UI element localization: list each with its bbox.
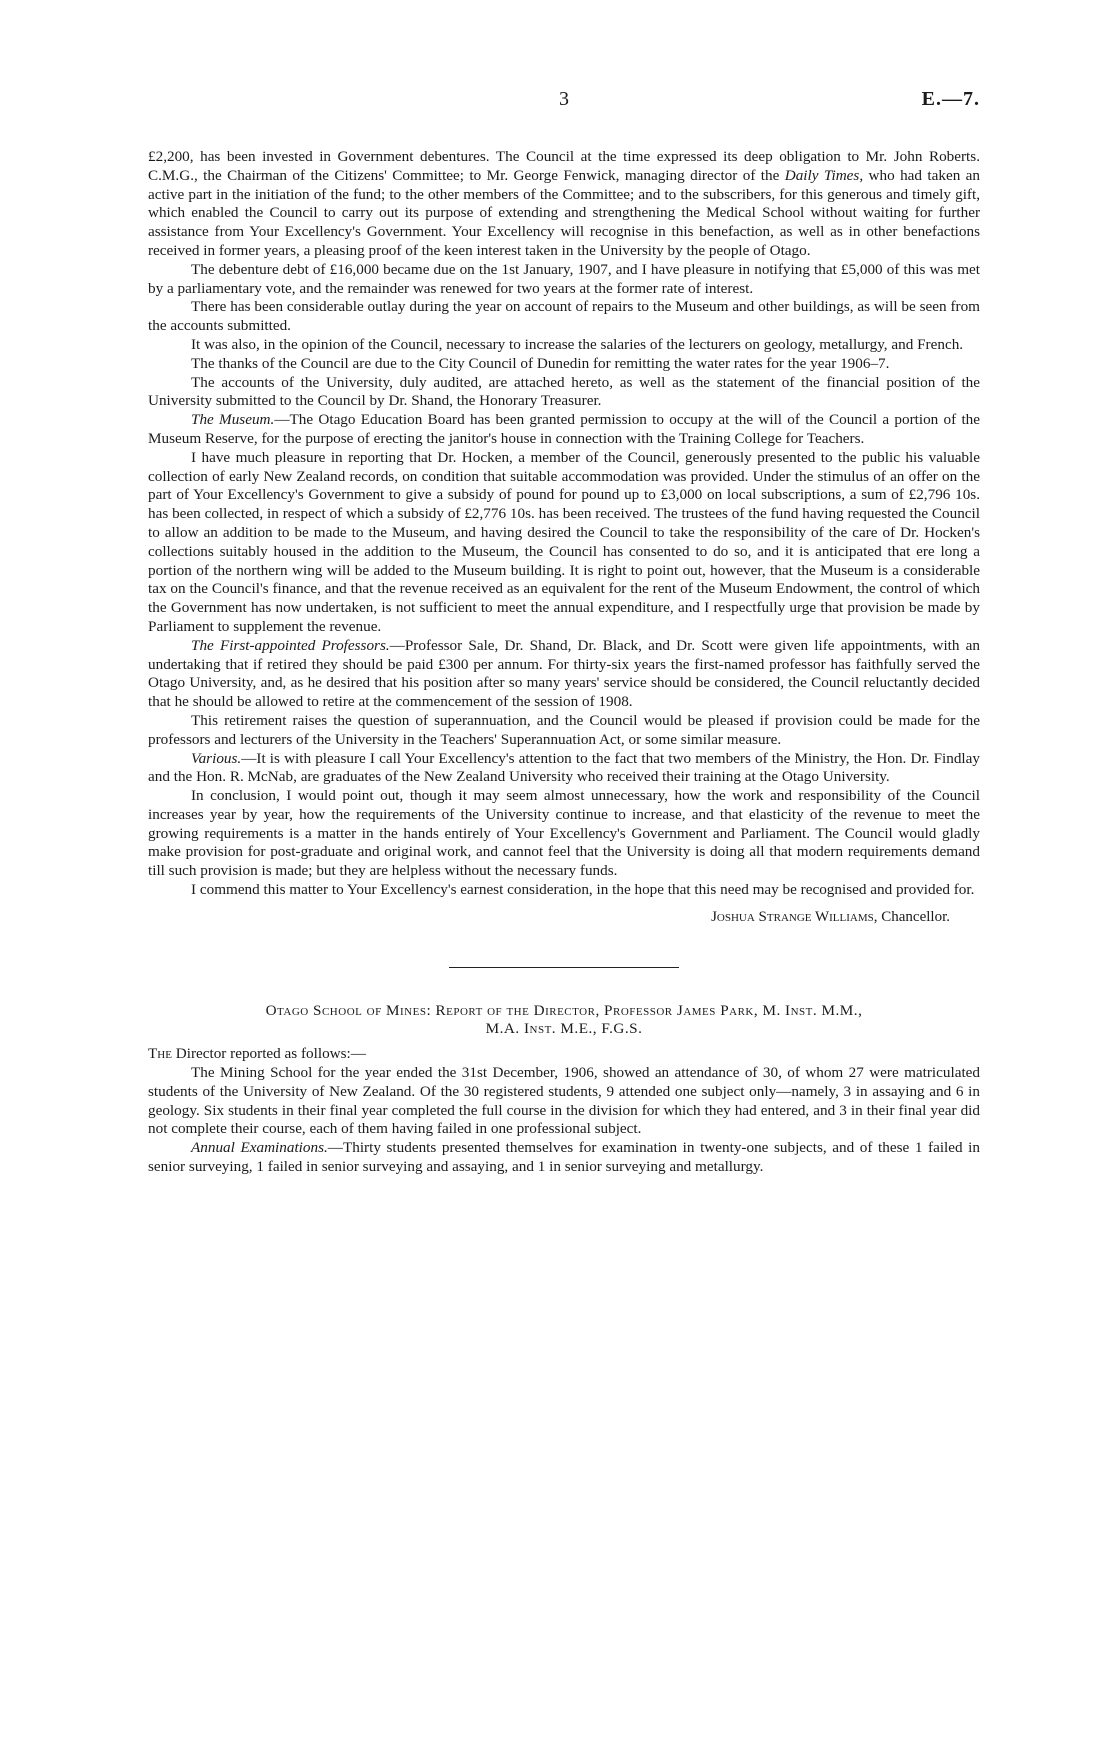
paragraph: I commend this matter to Your Excellency's earnest consideration, in the hope that this need may be recognised and provided for. [191, 881, 975, 899]
page-body [148, 148, 980, 1177]
paragraph: The Director reported as follows:— [148, 1045, 366, 1063]
paragraph: This retirement raises the question of superannuation, and the Council would be pleased if provision could be made for the professors and lecturers of the University in the Teachers' Superannuation Act, or some similar measure. [148, 711, 980, 748]
section-divider [449, 967, 679, 968]
signature-name: Joshua Strange Williams, [711, 908, 878, 925]
professors-section: The First-appointed Professors.—Professor Sale, Dr. Shand, Dr. Black, and Dr. Scott were given life appointments, with an undertaking that if retired they should be paid £300 per annum. For thirty-six years the first-named professor has faithfully served the Otago University, and, as he desired that his position after so many years' service should be considered, the Council reluctantly decided that he should be allowed to retire at the commencement of the session of 1908. [148, 636, 980, 711]
paragraph: There has been considerable outlay during the year on account of repairs to the Museum and other buildings, as will be seen from the accounts submitted. [148, 298, 980, 335]
various-section: Various.—It is with pleasure I call Your Excellency's attention to the fact that two members of the Ministry, the Hon. Dr. Findlay and the Hon. R. McNab, are graduates of the New Zealand University who received their training at the Otago University. [148, 749, 980, 786]
paragraph: It was also, in the opinion of the Council, necessary to increase the salaries of the lecturers on geology, metallurgy, and French. [191, 335, 964, 353]
paragraph: In conclusion, I would point out, though it may seem almost unnecessary, how the work and responsibility of the Council increases year by year, how the requirements of the University continue to increase, and that elasticity of the revenue to meet the growing requirements is a matter in the hands entirely of Your Excellency's Government and Parliament. The Council would gladly make provision for post-graduate and original work, and cannot feel that the University is doing all that modern requirements demand till such provision is made; but they are helpless without the necessary funds. [148, 787, 980, 880]
mines-report-heading [148, 1002, 980, 1040]
paragraph: The accounts of the University, duly audited, are attached hereto, as well as the statement of the financial position of the University submitted to the Council by Dr. Shand, the Honorary Treasurer. [148, 373, 980, 410]
section-title: Various. [191, 749, 242, 767]
signature-title: Chancellor. [881, 908, 950, 925]
paragraph: The Mining School for the year ended the 31st December, 1906, showed an attendance of 30, of whom 27 were matriculated students of the University of New Zealand. Of the 30 registered students, 9 attended one subject only—namely, 3 in assaying and 6 in geology. Six students in their final year completed the full course in the division for which they had entered, and 3 in their final year did not complete their course, each of them having failed in one professional subject. [148, 1064, 980, 1138]
examinations-section: Annual Examinations.—Thirty students presented themselves for examination in twenty-one subjects, and of these 1 failed in senior surveying, 1 failed in senior surveying and assaying, and 1 in senior surveying and metallurgy. [148, 1139, 980, 1176]
heading-line: Otago School of Mines: Report of the Director, Professor James Park, M. Inst. M.M., [265, 1001, 863, 1019]
paragraph: The thanks of the Council are due to the City Council of Dunedin for remitting the water rates for the year 1906–7. [191, 354, 890, 372]
section-title: Annual Examinations. [191, 1139, 328, 1157]
signature [148, 908, 950, 927]
paragraph: £2,200, has been invested in Government debentures. The Council at the time expressed its deep obligation to Mr. John Roberts. C.M.G., the Chairman of the Citizens' Committee; to Mr. George Fenwick, managing director of the Daily Times, who had taken an active part in the initiation of the fund; to the other members of the Committee; and to the subscribers, for this generous and timely gift, which enabled the Council to carry out its purpose of extending and strengthening the Medical School without waiting for further assistance from Your Excellency's Government. Your Excellency will recognise in this benefaction, as well as in other benefactions received in former years, a pleasing proof of the keen interest taken in the University by the people of Otago. [148, 148, 981, 259]
paragraph: The debenture debt of £16,000 became due on the 1st January, 1907, and I have pleasure in notifying that £5,000 of this was met by a parliamentary vote, and the remainder was renewed for two years at the former rate of interest. [148, 260, 980, 297]
document-reference: E.—7. [921, 88, 980, 110]
paragraph: I have much pleasure in reporting that Dr. Hocken, a member of the Council, generously presented to the public his valuable collection of early New Zealand records, on condition that suitable accommodation was provided. Under the stimulus of an offer on the part of Your Excellency's Government to give a subsidy of pound for pound up to £3,000 on local subscriptions, a sum of £2,796 10s. has been collected, in respect of which a subsidy of £2,776 10s. has been received. The trustees of the fund having requested the Council to allow an addition to be made to the Museum, and having desired the Council to take the responsibility of the care of Dr. Hocken's collections suitably housed in the addition to the Museum, the Council has consented to do so, and it is anticipated that ere long a portion of the northern wing will be added to the Museum building. It is right to point out, however, that the Museum is a considerable tax on the Council's finance, and that the revenue received as an equivalent for the rent of the Museum Endowment, the control of which the Government has now undertaken, is not sufficient to meet the annual expenditure, and I respectfully urge that provision be made by Parliament to supplement the revenue. [148, 448, 980, 635]
section-title: The First-appointed Professors. [191, 636, 390, 654]
museum-section: The Museum.—The Otago Education Board has been granted permission to occupy at the will of the Council a portion of the Museum Reserve, for the purpose of erecting the janitor's house in connection with the Training College for Teachers. [148, 411, 980, 447]
page-header [148, 88, 980, 118]
page-number: 3 [559, 88, 569, 110]
heading-line: M.A. Inst. M.E., F.G.S. [485, 1020, 643, 1038]
section-title: The Museum. [191, 411, 275, 429]
